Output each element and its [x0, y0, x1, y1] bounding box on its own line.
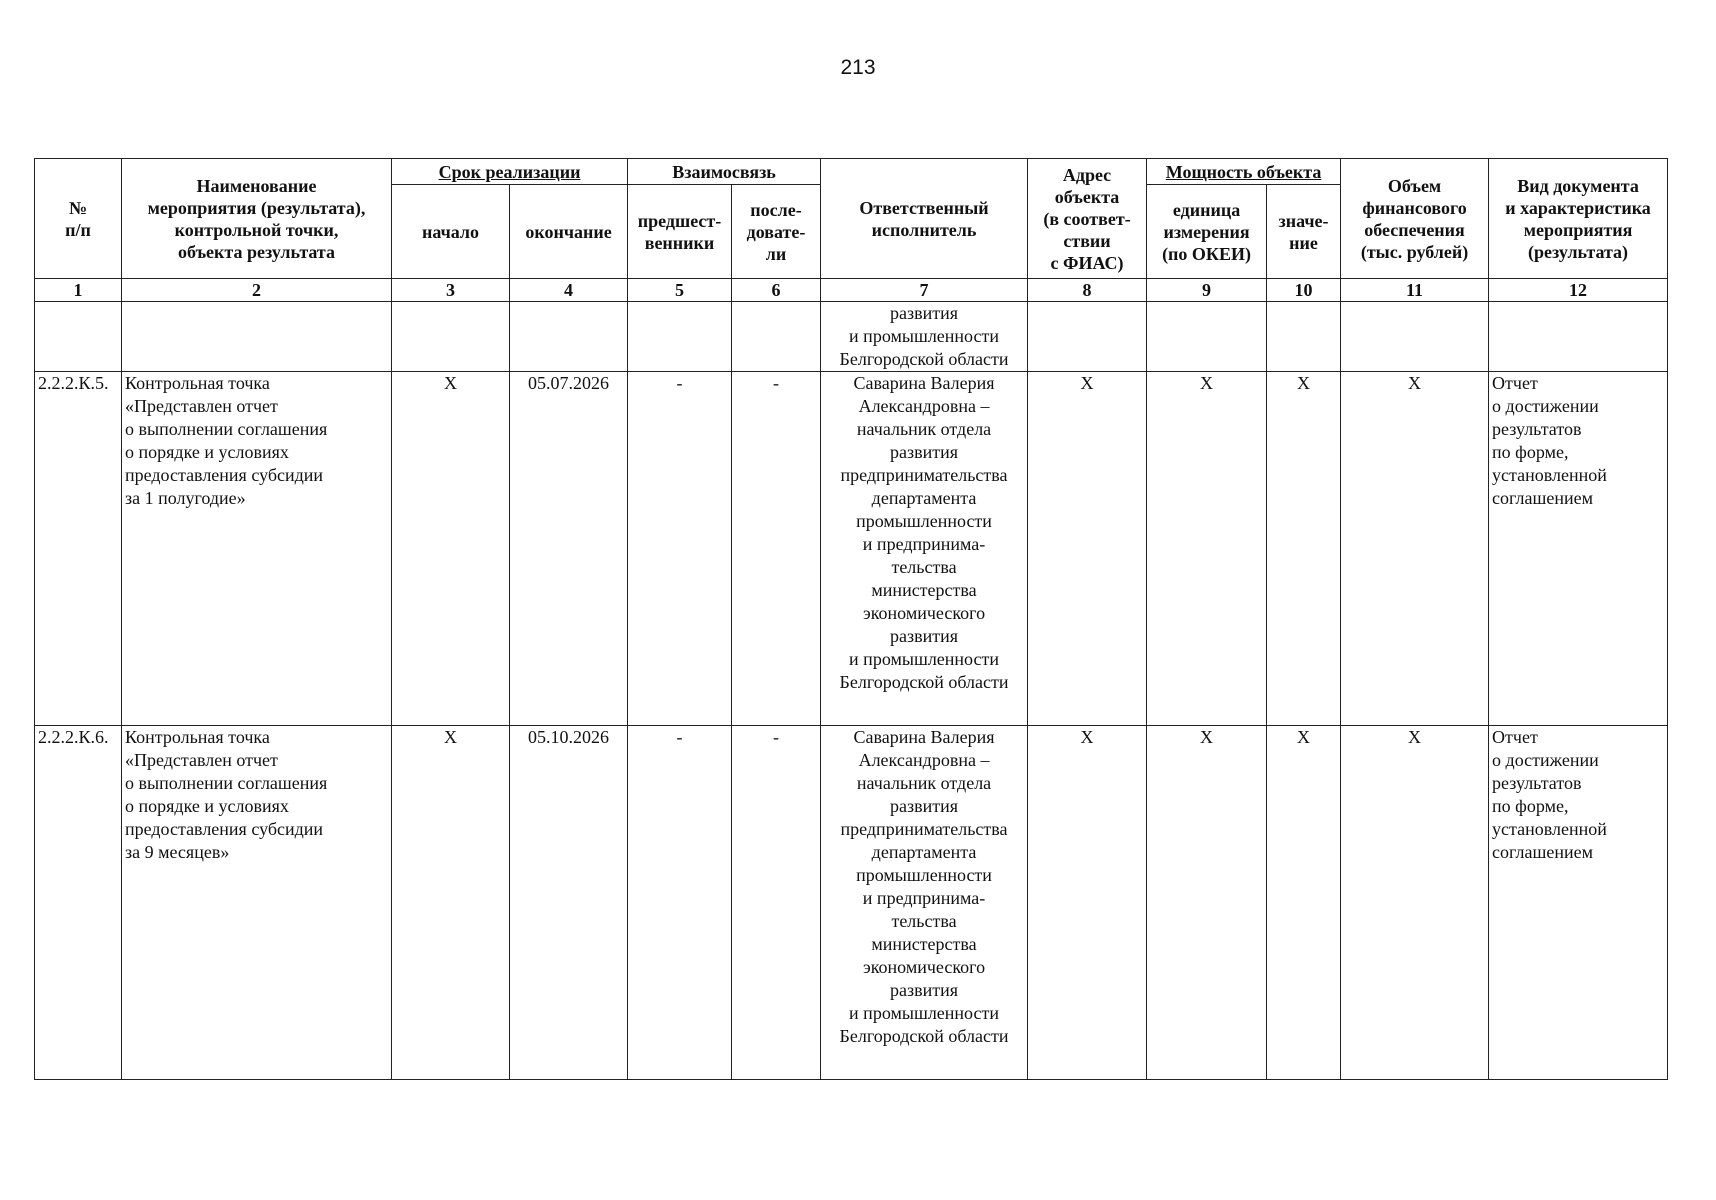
header-responsible: Ответственный исполнитель [821, 159, 1028, 279]
continuation-row [35, 302, 1668, 372]
header-successors: после- довате- ли [732, 185, 821, 279]
row-address: Х [1028, 372, 1147, 726]
row-address: Х [1028, 726, 1147, 1080]
header-num: № п/п [35, 159, 122, 279]
row-finance: Х [1341, 372, 1489, 726]
row-finance: Х [1341, 726, 1489, 1080]
header-row-1 [35, 159, 1668, 185]
row-doc: Отчет о достижении результатов по форме, установленной соглашением [1489, 726, 1668, 1080]
header-predecessors: предшест- венники [628, 185, 732, 279]
row-unit: Х [1147, 372, 1267, 726]
row-name: Контрольная точка «Представлен отчет о выполнении соглашения о порядке и условиях предоставления субсидии за 1 полугодие» [122, 372, 392, 726]
row-value: Х [1267, 372, 1341, 726]
header-period-group: Срок реализации [392, 159, 628, 185]
row-end: 05.10.2026 [510, 726, 628, 1080]
row-value: Х [1267, 726, 1341, 1080]
row-end: 05.07.2026 [510, 372, 628, 726]
row-num: 2.2.2.К.6. [35, 726, 122, 1080]
row-predecessors: - [628, 726, 732, 1080]
header-finance: Объем финансового обеспечения (тыс. рублей) [1341, 159, 1489, 279]
header-address: Адрес объекта (в соответ- ствии с ФИАС) [1028, 159, 1147, 279]
continuation-responsible: развития и промышленности Белгородской области [821, 302, 1028, 372]
header-name: Наименование мероприятия (результата), контрольной точки, объекта результата [122, 159, 392, 279]
column-number: 8 [1028, 279, 1147, 302]
events-table [34, 158, 1668, 1080]
column-number: 3 [392, 279, 510, 302]
header-unit: единица измерения (по ОКЕИ) [1147, 185, 1267, 279]
column-number: 6 [732, 279, 821, 302]
row-doc: Отчет о достижении результатов по форме, установленной соглашением [1489, 372, 1668, 726]
row-successors: - [732, 726, 821, 1080]
row-num: 2.2.2.К.5. [35, 372, 122, 726]
row-successors: - [732, 372, 821, 726]
header-link-group: Взаимосвязь [628, 159, 821, 185]
header-value: значе- ние [1267, 185, 1341, 279]
column-number: 2 [122, 279, 392, 302]
header-capacity-group: Мощность объекта [1147, 159, 1341, 185]
row-responsible: Саварина Валерия Александровна – начальник отдела развития предпринимательства департамента промышленности и предпринима- тельства министерства экономического развития и промышленности Белгородской области [821, 726, 1028, 1080]
row-start: Х [392, 726, 510, 1080]
row-start: Х [392, 372, 510, 726]
row-name: Контрольная точка «Представлен отчет о выполнении соглашения о порядке и условиях предоставления субсидии за 9 месяцев» [122, 726, 392, 1080]
table-row [35, 726, 1668, 1080]
row-responsible: Саварина Валерия Александровна – начальник отдела развития предпринимательства департамента промышленности и предпринима- тельства министерства экономического развития и промышленности Белгородской области [821, 372, 1028, 726]
header-start: начало [392, 185, 510, 279]
column-number: 11 [1341, 279, 1489, 302]
page-number: 213 [840, 56, 876, 79]
column-number: 9 [1147, 279, 1267, 302]
column-number: 7 [821, 279, 1028, 302]
row-unit: Х [1147, 726, 1267, 1080]
header-end: окончание [510, 185, 628, 279]
column-number: 4 [510, 279, 628, 302]
column-number: 12 [1489, 279, 1668, 302]
row-predecessors: - [628, 372, 732, 726]
header-doc: Вид документа и характеристика мероприятия (результата) [1489, 159, 1668, 279]
column-number: 10 [1267, 279, 1341, 302]
column-number: 5 [628, 279, 732, 302]
table-row [35, 372, 1668, 726]
column-numbers-row [35, 279, 1668, 302]
column-number: 1 [35, 279, 122, 302]
